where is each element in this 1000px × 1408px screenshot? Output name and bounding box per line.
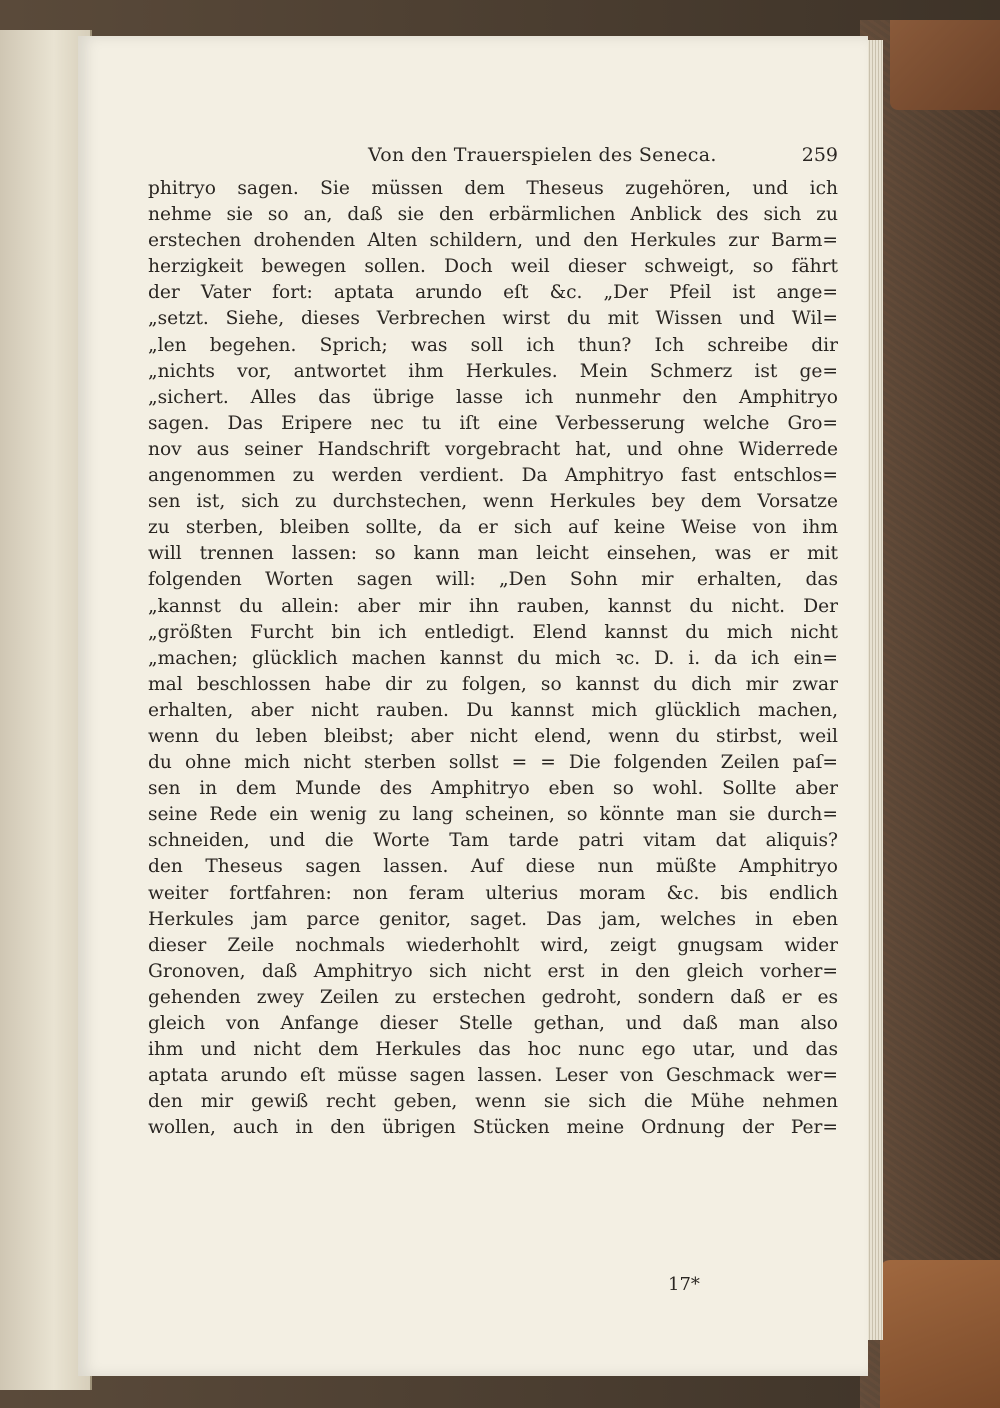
text-line: will trennen lassen: so kann man leicht einsehen, was er mit: [148, 543, 838, 565]
text-line: du ohne mich nicht sterben sollst = = Die folgenden Zeilen paſ=: [148, 752, 838, 774]
running-head-title: Von den Trauerspielen des Seneca.: [368, 144, 717, 166]
body-text: [148, 176, 838, 1141]
text-line: gehenden zwey Zeilen zu erstechen gedroht, sondern daß er es: [148, 986, 838, 1008]
text-line: den mir gewiß recht geben, wenn sie sich die Mühe nehmen: [148, 1091, 838, 1113]
text-line: aptata arundo eſt müsse sagen lassen. Leser von Geschmack wer=: [148, 1065, 838, 1087]
signature-mark: 17*: [668, 1274, 700, 1295]
text-line: weiter fortfahren: non feram ulterius moram &c. bis endlich: [148, 882, 838, 904]
text-line: wollen, auch in den übrigen Stücken meine Ordnung der Per=: [148, 1117, 838, 1139]
leather-corner-bottom: [880, 1260, 1000, 1408]
text-line: folgenden Worten sagen will: „Den Sohn mir erhalten, das: [148, 569, 838, 591]
text-line: den Theseus sagen lassen. Auf diese nun müßte Amphitryo: [148, 856, 838, 878]
text-line: „len begehen. Sprich; was soll ich thun? Ich schreibe dir: [148, 334, 838, 356]
text-line: mal beschlossen habe dir zu folgen, so kannst du dich mir zwar: [148, 673, 838, 695]
book-page: [78, 36, 868, 1376]
text-line: der Vater fort: aptata arundo eſt &c. „Der Pfeil ist ange=: [148, 282, 838, 304]
text-line: sen ist, sich zu durchstechen, wenn Herkules bey dem Vorsatze: [148, 491, 838, 513]
text-line: „sichert. Alles das übrige lasse ich nunmehr den Amphitryo: [148, 386, 838, 408]
text-line: „machen; glücklich machen kannst du mich ꝛc. D. i. da ich ein=: [148, 647, 838, 669]
leather-corner-top: [890, 20, 1000, 110]
text-line: gleich von Anfange dieser Stelle gethan, und daß man also: [148, 1013, 838, 1034]
text-line: ihm und nicht dem Herkules das hoc nunc ego utar, und das: [148, 1039, 838, 1061]
text-line: „kannst du allein: aber mir ihn rauben, kannst du nicht. Der: [148, 595, 838, 617]
text-line: sen in dem Munde des Amphitryo eben so wohl. Sollte aber: [148, 778, 838, 800]
text-line: Gronoven, daß Amphitryo sich nicht erst in den gleich vorher=: [148, 960, 838, 982]
text-line: schneiden, und die Worte Tam tarde patri vitam dat aliquis?: [148, 830, 838, 852]
text-line: zu sterben, bleiben sollte, da er sich auf keine Weise von ihm: [148, 517, 838, 539]
text-line: nov aus seiner Handschrift vorgebracht hat, und ohne Widerrede: [148, 438, 838, 460]
text-line: „größten Furcht bin ich entledigt. Elend kannst du mich nicht: [148, 621, 838, 643]
text-line: wenn du leben bleibst; aber nicht elend, wenn du stirbst, weil: [148, 725, 838, 747]
text-line: seine Rede ein wenig zu lang scheinen, so könnte man sie durch=: [148, 804, 838, 826]
text-line: sagen. Das Eripere nec tu iſt eine Verbesserung welche Gro=: [148, 412, 838, 434]
text-line: erstechen drohenden Alten schildern, und den Herkules zur Barm=: [148, 230, 838, 252]
text-line: „setzt. Siehe, dieses Verbrechen wirst du mit Wissen und Wil=: [148, 308, 838, 330]
text-line: erhalten, aber nicht rauben. Du kannst mich glücklich machen,: [148, 699, 838, 721]
text-line: herzigkeit bewegen sollen. Doch weil dieser schweigt, so fährt: [148, 256, 838, 278]
text-line: phitryo sagen. Sie müssen dem Theseus zugehören, und ich: [148, 178, 838, 199]
page-number: 259: [801, 144, 838, 166]
text-line: angenommen zu werden verdient. Da Amphitryo fast entschlos=: [148, 465, 838, 487]
text-line: dieser Zeile nochmals wiederhohlt wird, zeigt gnugsam wider: [148, 934, 838, 956]
text-line: Herkules jam parce genitor, saget. Das jam, welches in eben: [148, 908, 838, 930]
text-line: nehme sie so an, daß sie den erbärmlichen Anblick des sich zu: [148, 204, 838, 226]
text-line: „nichts vor, antwortet ihm Herkules. Mein Schmerz ist ge=: [148, 360, 838, 382]
